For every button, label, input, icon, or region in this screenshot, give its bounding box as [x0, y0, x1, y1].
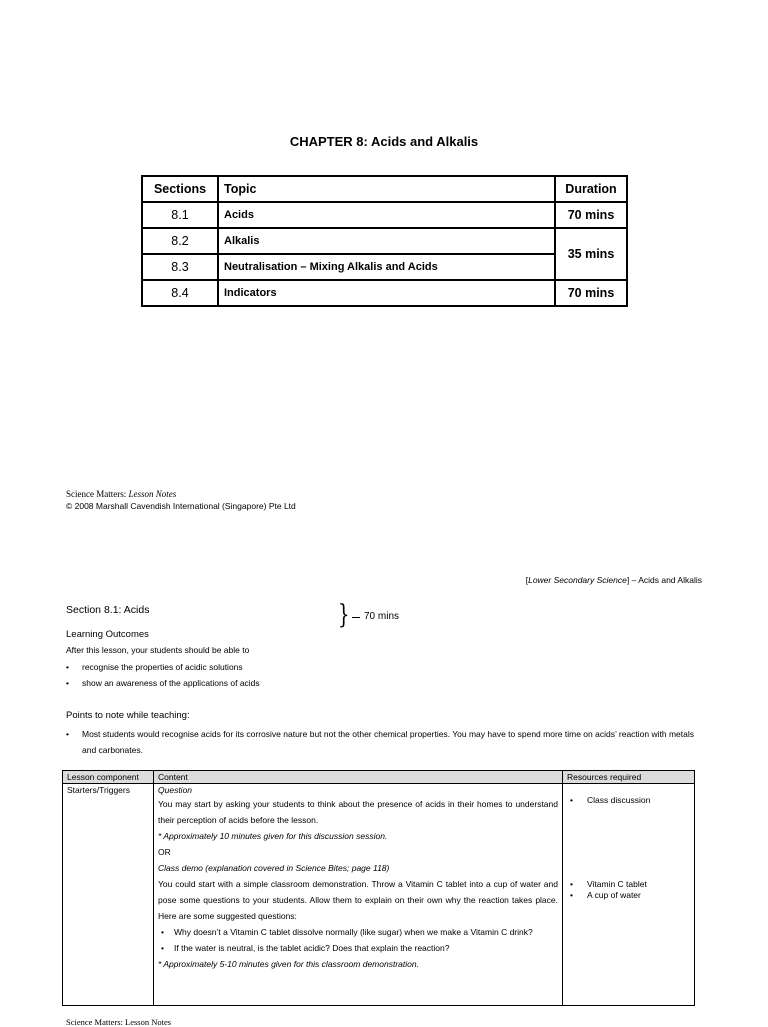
bullet-icon: • [66, 678, 69, 688]
resource-text: Vitamin C tablet [587, 879, 647, 889]
footer-series-prefix: Science Matters: [66, 489, 129, 499]
class-demo-text: You could start with a simple classroom demonstration. Throw a Vitamin C tablet into a cup of water and pose some questions to your students. Allow them to explain on their own why the reaction takes place. Here are some suggested questions: [158, 879, 558, 921]
resource-text: Class discussion [587, 795, 651, 805]
question-text: You may start by asking your students to think about the presence of acids in their homes to understand their perception of acids before the lesson. [158, 799, 558, 825]
list-item [158, 924, 558, 940]
resource-list [567, 879, 690, 901]
resource-text: A cup of water [587, 890, 641, 900]
list-item [158, 940, 558, 956]
section-number: 8.2 [142, 228, 218, 254]
bullet-icon: • [570, 795, 573, 805]
section-number: 8.3 [142, 254, 218, 280]
or-text: OR [158, 847, 171, 857]
brace-icon: } [338, 600, 350, 630]
question-time-note: * Approximately 10 minutes given for this discussion session. [158, 831, 388, 841]
table-row [63, 784, 695, 1006]
section-duration: 70 mins [364, 611, 400, 622]
table-row [142, 202, 627, 228]
demo-time-note: * Approximately 5-10 minutes given for this classroom demonstration. [158, 959, 419, 969]
section-title: Section 8.1: Acids [66, 604, 150, 616]
table-row [142, 280, 627, 306]
footer-copyright: © 2008 Marshall Cavendish International (Singapore) Pte Ltd [66, 501, 296, 511]
page-footer [66, 488, 296, 512]
bullet-icon: • [66, 662, 69, 672]
list-item [66, 726, 696, 758]
content-cell [154, 784, 563, 1006]
running-header-italic: Lower Secondary Science [528, 575, 627, 585]
resource-list [567, 795, 690, 806]
running-header-open: [ [525, 575, 529, 585]
section-number: 8.1 [142, 202, 218, 228]
table-header-row [142, 176, 627, 202]
running-header [526, 575, 702, 585]
header-sections: Sections [142, 176, 218, 202]
resources-cell [563, 784, 695, 1006]
list-item [567, 795, 690, 806]
question-label: Question [158, 785, 193, 795]
learning-outcomes-intro: After this lesson, your students should be able to [66, 645, 250, 655]
chapter-title: CHAPTER 8: Acids and Alkalis [289, 134, 479, 149]
lesson-table [62, 770, 695, 1006]
section-duration: 70 mins [555, 280, 627, 306]
list-item [567, 890, 690, 901]
table-header-row [63, 771, 695, 784]
bullet-icon: • [161, 943, 164, 953]
footer-series [66, 488, 296, 500]
learning-outcome-text: show an awareness of the applications of acids [82, 678, 260, 688]
header-resources: Resources required [563, 771, 695, 784]
learning-outcome-text: recognise the properties of acidic solutions [82, 662, 243, 672]
running-header-rest: ] – Acids and Alkalis [626, 575, 702, 585]
list-item [66, 678, 260, 688]
section-duration: 35 mins [555, 228, 627, 280]
header-topic: Topic [218, 176, 555, 202]
table-row [142, 254, 627, 280]
points-heading: Points to note while teaching: [66, 710, 190, 721]
class-demo-label: Class demo (explanation covered in Science Bites; page 118) [158, 863, 390, 873]
bullet-icon: • [570, 879, 573, 889]
header-content: Content [154, 771, 563, 784]
table-row [142, 228, 627, 254]
section-number: 8.4 [142, 280, 218, 306]
section-topic: Indicators [218, 280, 555, 306]
lesson-component-cell: Starters/Triggers [63, 784, 154, 1006]
list-item [567, 879, 690, 890]
suggested-question: If the water is neutral, is the tablet acidic? Does that explain the reaction? [174, 943, 450, 953]
section-topic: Acids [218, 202, 555, 228]
suggested-question: Why doesn’t a Vitamin C tablet dissolve normally (like sugar) when we make a Vitamin C drink? [174, 927, 533, 937]
bullet-icon: • [570, 890, 573, 900]
header-duration: Duration [555, 176, 627, 202]
page-footer: Science Matters: Lesson Notes [66, 1017, 172, 1027]
section-topic: Neutralisation – Mixing Alkalis and Acids [218, 254, 555, 280]
list-item [66, 662, 243, 672]
section-topic: Alkalis [218, 228, 555, 254]
header-lesson-component: Lesson component [63, 771, 154, 784]
footer-series-italic: Lesson Notes [128, 489, 177, 499]
point-text: Most students would recognise acids for its corrosive nature but not the other chemical properties. You may have to spend more time on acids’ reaction with metals and carbonates. [82, 729, 694, 755]
bullet-icon: • [161, 927, 164, 937]
learning-outcomes-heading: Learning Outcomes [66, 629, 149, 640]
bullet-icon: • [66, 729, 69, 739]
sections-table [141, 175, 628, 307]
section-duration: 70 mins [555, 202, 627, 228]
brace-connector [352, 617, 360, 618]
